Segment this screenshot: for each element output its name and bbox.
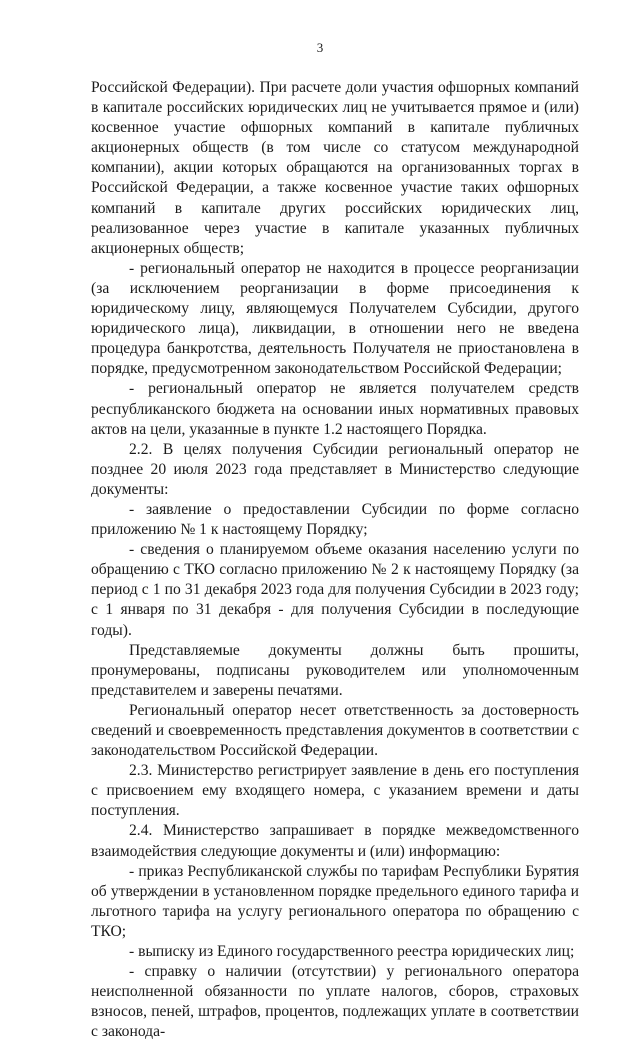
document-body — [91, 78, 579, 1043]
paragraph-offshore-participation: Российской Федерации). При расчете доли участия офшорных компаний в капитале российских юридических лиц не учитывается прямое и (или) косвенное участие офшорных компаний в капитале публичных акционерных обществ (в том числе со статусом международной компании), акции которых обращаются на организованных торгах в Российской Федерации, а также косвенное участие таких офшорных компаний в капитале других российских юридических лиц, реализованное через участие в капитале указанных публичных акционерных обществ; — [91, 79, 579, 257]
page-number: 3 — [316, 40, 324, 55]
paragraph-application: - заявление о предоставлении Субсидии по форме согласно приложению № 1 к настоящему Порядку; — [91, 500, 579, 539]
paragraph-2-2: 2.2. В целях получения Субсидии региональный оператор не позднее 20 июля 2023 года представляет в Министерство следующие документы: — [91, 440, 579, 498]
paragraph-responsibility: Региональный оператор несет ответственность за достоверность сведений и своевременность представления документов в соответствии с законодательством Российской Федерации. — [91, 701, 579, 760]
paragraph-service-volume: - сведения о планируемом объеме оказания населению услуги по обращению с ТКО согласно приложению № 2 к настоящему Порядку (за период с 1 по 31 декабря 2023 года для получения Субсидии в 2023 году; с 1 января по 31 декабря - для получения Субсидии в последующие годы). — [91, 541, 579, 639]
paragraph-2-3: 2.3. Министерство регистрирует заявление в день его поступления с присвоением ему входящего номера, с указанием времени и даты поступления. — [91, 762, 579, 820]
paragraph-egrul-extract: - выписку из Единого государственного реестра юридических лиц; — [129, 943, 575, 961]
paragraph-2-4: 2.4. Министерство запрашивает в порядке межведомственного взаимодействия следующие документы и (или) информацию: — [91, 822, 579, 860]
paragraph-no-reorganization: - региональный оператор не находится в процессе реорганизации (за исключением реорганизации в форме присоединения к юридическому лицу, являющемуся Получателем Субсидии, другого юридического лица), ликвидации, в отношении него не введена процедура банкротства, деятельность Получателя не приостановлена в порядке, предусмотренном законодательством Российской Федерации; — [91, 259, 579, 378]
paragraph-tariff-order: - приказ Республиканской службы по тарифам Республики Бурятия об утверждении в установленном порядке предельного единого тарифа и льготного тарифа на услугу регионального оператора по обращению с ТКО; — [91, 862, 579, 940]
paragraph-not-budget-recipient: - региональный оператор не является получателем средств республиканского бюджета на основании иных нормативных правовых актов на цели, указанные в пункте 1.2 настоящего Порядка. — [91, 380, 579, 438]
paragraph-documents-bound: Представляемые документы должны быть прошиты, пронумерованы, подписаны руководителем или уполномоченным представителем и заверены печатями. — [91, 641, 579, 699]
paragraph-tax-certificate: - справку о наличии (отсутствии) у регионального оператора неисполненной обязанности по уплате налогов, сборов, страховых взносов, пеней, штрафов, процентов, подлежащих уплате в соответствии с законода- — [91, 963, 579, 1041]
